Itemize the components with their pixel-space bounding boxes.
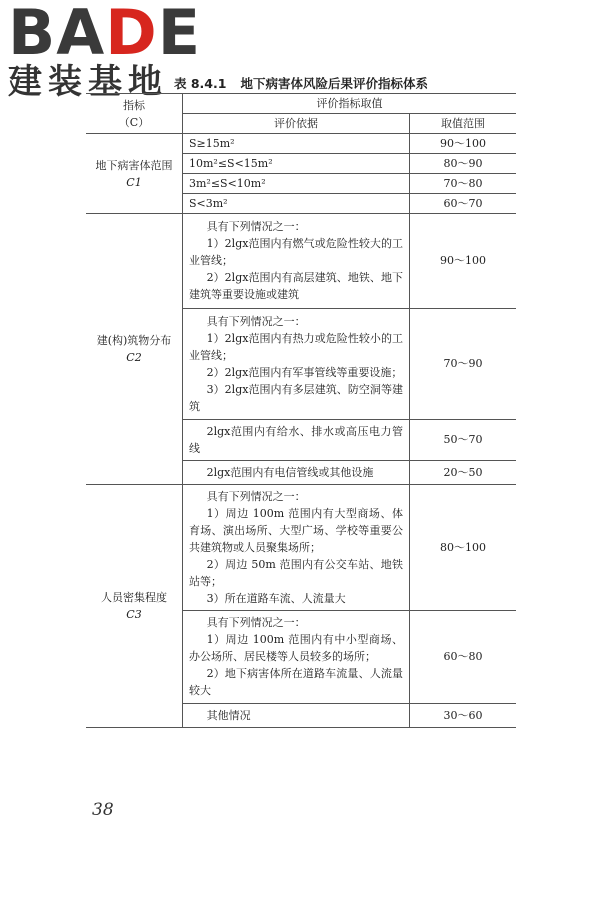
basis-cell: S<3m² (183, 194, 410, 214)
range-cell: 90～100 (410, 134, 517, 154)
basis-cell: 具有下列情况之一： 1）周边 100m 范围内有大型商场、体育场、演出场所、大型广场、学校等重要公共建筑物或人员聚集场所； 2）周边 50m 范围内有公交车站、地铁站等； 3）所在道路车流、人流量大 (183, 484, 410, 610)
indicator-c3: 人员密集程度 C3 (86, 484, 183, 727)
header-row (86, 94, 516, 114)
range-cell: 90～100 (410, 214, 517, 308)
range-cell: 60～70 (410, 194, 517, 214)
basis-cell: 具有下列情况之一： 1）2lgx范围内有燃气或危险性较大的工业管线； 2）2lgx范围内有高层建筑、地铁、地下建筑等重要设施或建筑 (183, 214, 410, 308)
range-cell: 70～80 (410, 174, 517, 194)
basis-cell: 具有下列情况之一： 1）周边 100m 范围内有中小型商场、办公场所、居民楼等人员较多的场所； 2）地下病害体所在道路车流量、人流量较大 (183, 611, 410, 703)
range-cell: 80～100 (410, 484, 517, 610)
header-range: 取值范围 (410, 114, 517, 134)
range-cell: 50～70 (410, 419, 517, 460)
indicator-c1: 地下病害体范围 C1 (86, 134, 183, 214)
header-indicator: 指标 （C） (86, 94, 183, 134)
table-row (86, 214, 516, 308)
table-row (86, 134, 516, 154)
range-cell: 80～90 (410, 154, 517, 174)
table-title: 地下病害体风险后果评价指标体系 (240, 76, 428, 91)
risk-evaluation-table (86, 93, 516, 728)
basis-cell: 2lgx范围内有电信管线或其他设施 (183, 460, 410, 484)
table-number: 表 8.4.1 (174, 76, 227, 91)
page-number: 38 (92, 800, 114, 820)
table-caption (174, 74, 428, 92)
indicator-c2: 建(构)筑物分布 C2 (86, 214, 183, 485)
brand-logo-chinese: 建装基地 (8, 62, 168, 102)
brand-logo: BADE (8, 0, 202, 69)
basis-cell: 具有下列情况之一： 1）2lgx范围内有热力或危险性较小的工业管线； 2）2lgx范围内有军事管线等重要设施； 3）2lgx范围内有多层建筑、防空洞等建筑 (183, 308, 410, 419)
range-cell: 20～50 (410, 460, 517, 484)
header-basis: 评价依据 (183, 114, 410, 134)
table-row (86, 484, 516, 610)
basis-cell: 10m²≤S<15m² (183, 154, 410, 174)
header-values-group: 评价指标取值 (183, 94, 517, 114)
range-cell: 70～90 (410, 308, 517, 419)
range-cell: 30～60 (410, 703, 517, 727)
basis-cell: 其他情况 (183, 703, 410, 727)
basis-cell: 2lgx范围内有给水、排水或高压电力管线 (183, 419, 410, 460)
basis-cell: S≥15m² (183, 134, 410, 154)
basis-cell: 3m²≤S<10m² (183, 174, 410, 194)
range-cell: 60～80 (410, 611, 517, 703)
